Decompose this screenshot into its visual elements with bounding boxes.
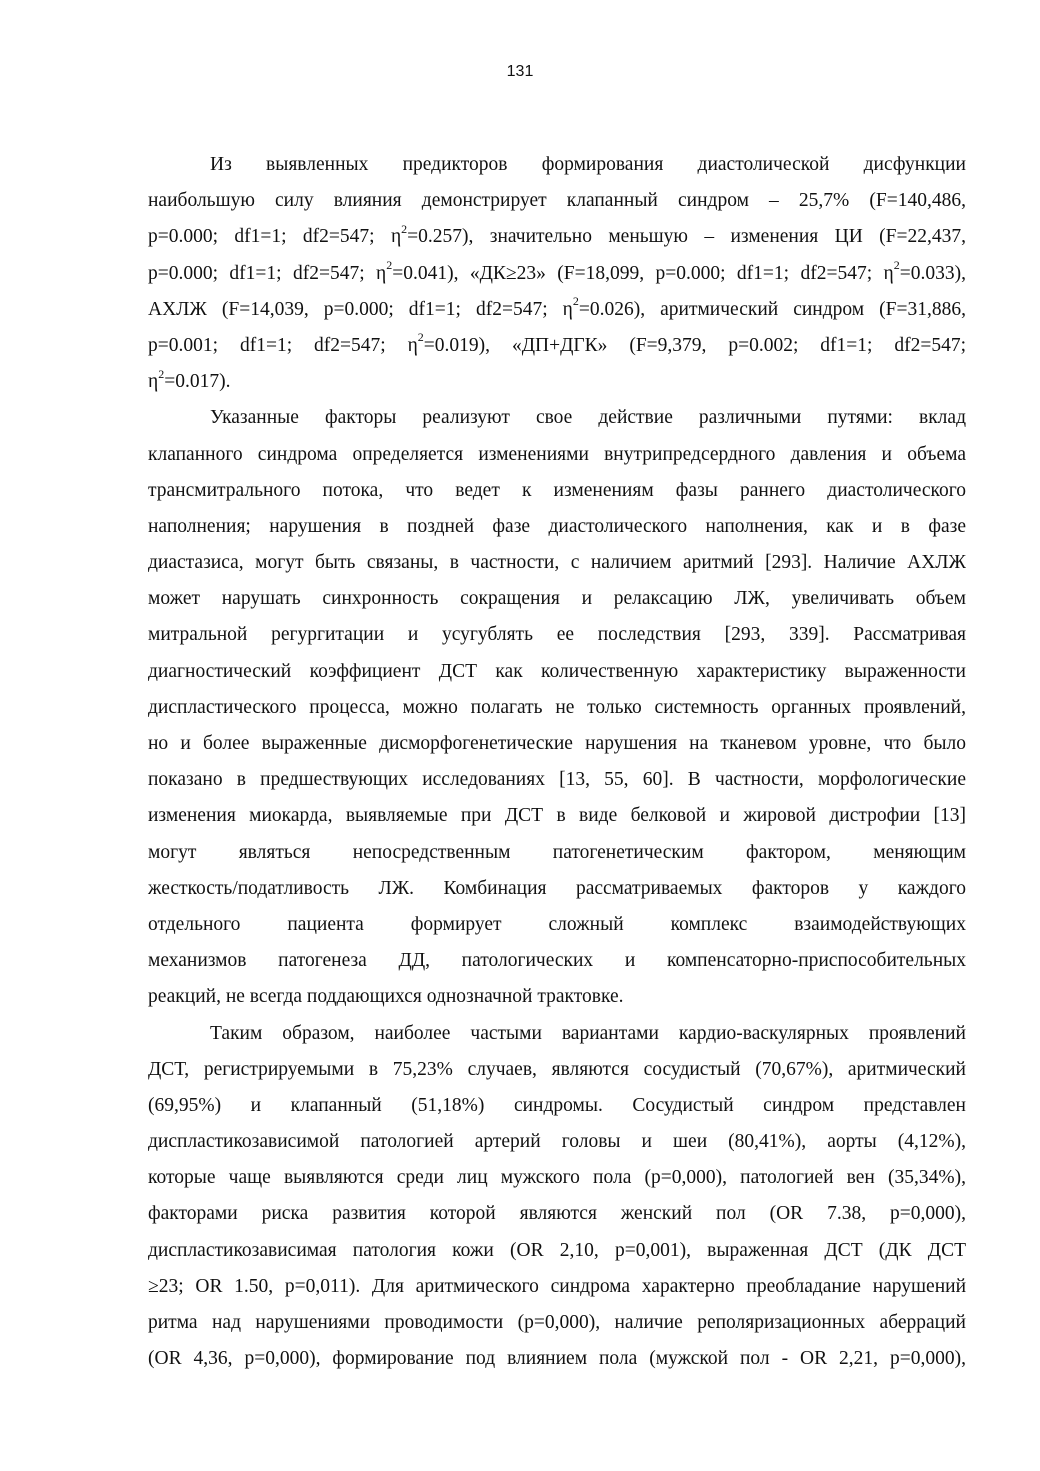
paragraph xyxy=(148,400,966,1015)
superscript: 2 xyxy=(417,330,424,345)
text-line: наполнения; нарушения в поздней фазе диастолического наполнения, как и в фазе xyxy=(148,515,966,537)
page-number: 131 xyxy=(506,63,534,80)
text-line: механизмов патогенеза ДД, патологических и компенсаторно-приспособительных xyxy=(148,950,966,972)
text-line: клапанного синдрома определяется изменениями внутрипредсердного давления и объема xyxy=(148,443,966,465)
superscript: 2 xyxy=(572,294,579,309)
text-line: ДСТ, регистрируемыми в 75,23% случаев, являются сосудистый (70,67%), аритмический xyxy=(148,1058,966,1080)
text-line: но и более выраженные дисморфогенетические нарушения на тканевом уровне, что было xyxy=(148,733,966,754)
text-line: p=0.001; df1=1; df2=547; $\eta^2=0.019$), «ДП+ДГК» (F=9,379, p=0.002; df1=1; df2=547; xyxy=(148,330,966,356)
text-line: наибольшую силу влияния демонстрирует клапанный синдром – 25,7% (F=140,486, xyxy=(148,190,966,212)
paragraph xyxy=(148,1016,966,1378)
text-line: реакций, не всегда поддающихся однозначной трактовке. xyxy=(148,986,624,1008)
text-line: отдельного пациента формирует сложный комплекс взаимодействующих xyxy=(148,913,966,935)
text-line: ритма над нарушениями проводимости (p=0,000), наличие реполяризационных аберраций xyxy=(148,1312,966,1333)
text-line: Таким образом, наиболее частыми вариантами кардио-васкулярных проявлений xyxy=(210,1022,966,1044)
text-line: которые чаще выявляются среди лиц мужского пола (p=0,000), патологией вен (35,34%), xyxy=(148,1167,966,1189)
superscript: 2 xyxy=(401,221,408,236)
text-line: p=0.000; df1=1; df2=547; $\eta^2=0.257$), значительно меньшую – изменения ЦИ (F=22,437, xyxy=(148,221,966,248)
text-line: $\eta^2=0.017$). xyxy=(148,366,231,393)
superscript: 2 xyxy=(158,366,165,381)
text-line: факторами риска развития которой являются женский пол (OR 7.38, p=0,000), xyxy=(148,1203,966,1225)
text-line: может нарушать синхронность сокращения и релаксацию ЛЖ, увеличивать объем xyxy=(148,588,966,610)
text-line: показано в предшествующих исследованиях [13, 55, 60]. В частности, морфологические xyxy=(148,769,966,791)
superscript: 2 xyxy=(893,258,900,273)
text-line: АХЛЖ (F=14,039, p=0.000; df1=1; df2=547; $\eta^2=0.026$), аритмический синдром (F=31,886, xyxy=(148,294,966,320)
text-line: ≥23; OR 1.50, p=0,011). Для аритмического синдрома характерно преобладание нарушений xyxy=(148,1275,966,1297)
text-line: p=0.000; df1=1; df2=547; $\eta^2=0.041$), «ДК≥23» (F=18,099, p=0.000; df1=1; df2=547; $\eta^2=0.033$), xyxy=(148,258,966,284)
text-line: (OR 4,36, p=0,000), формирование под влиянием пола (мужской пол - OR 2,21, p=0,000), xyxy=(148,1348,966,1370)
text-line: диастазиса, могут быть связаны, в частности, с наличием аритмий [293]. Наличие АХЛЖ xyxy=(148,552,966,574)
text-line: могут являться непосредственным патогенетическим фактором, меняющим xyxy=(148,841,966,863)
text-line: митральной регургитации и усугублять ее последствия [293, 339]. Рассматривая xyxy=(148,624,966,646)
text-line: диспластического процесса, можно полагать не только системность органных проявлений, xyxy=(148,696,966,718)
text-line: жесткость/податливость ЛЖ. Комбинация рассматриваемых факторов у каждого xyxy=(148,877,966,899)
paragraph xyxy=(148,147,966,400)
text-line: Указанные факторы реализуют свое действие различными путями: вклад xyxy=(210,407,966,429)
text-line: Из выявленных предикторов формирования диастолической дисфункции xyxy=(210,154,966,175)
text-line: изменения миокарда, выявляемые при ДСТ в виде белковой и жировой дистрофии [13] xyxy=(148,805,966,827)
text-line: диспластикозависимая патология кожи (OR 2,10, p=0,001), выраженная ДСТ (ДК ДСТ xyxy=(148,1239,966,1261)
superscript: 2 xyxy=(386,258,393,273)
text-line: трансмитрального потока, что ведет к изменениям фазы раннего диастолического xyxy=(148,479,966,501)
text-body xyxy=(148,147,966,1377)
text-line: диагностический коэффициент ДСТ как количественную характеристику выраженности xyxy=(148,660,966,682)
text-line: (69,95%) и клапанный (51,18%) синдромы. Сосудистый синдром представлен xyxy=(148,1094,966,1116)
text-line: диспластикозависимой патологией артерий головы и шеи (80,41%), аорты (4,12%), xyxy=(148,1131,966,1153)
